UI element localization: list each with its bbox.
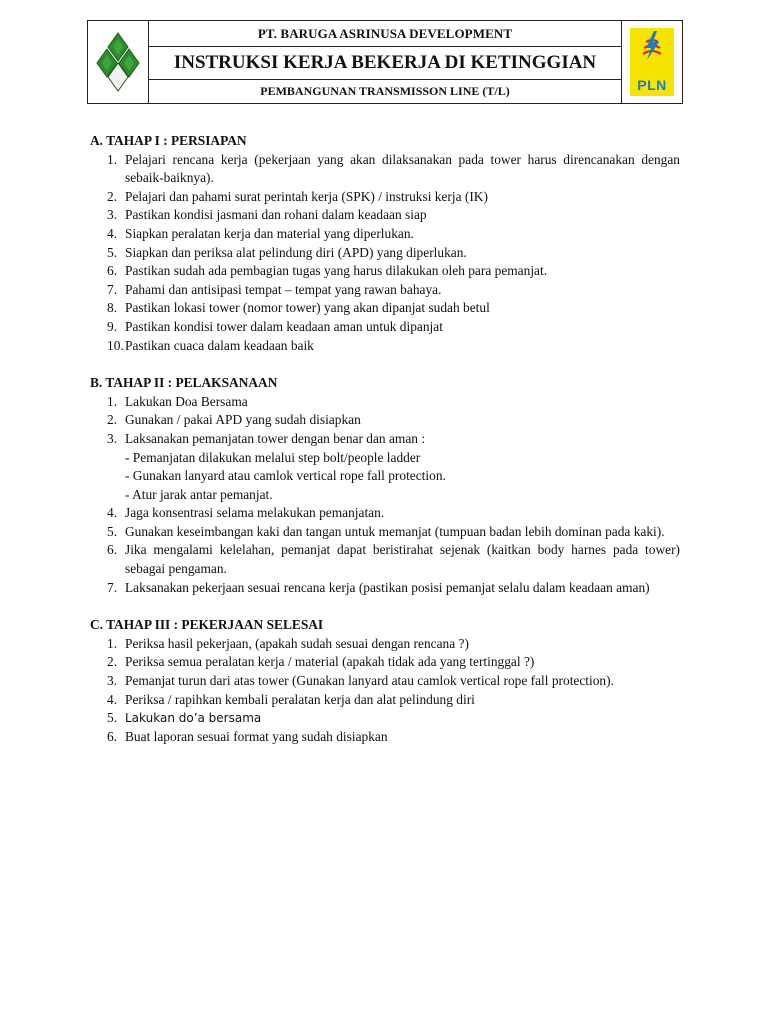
item-number: 3.	[107, 207, 118, 223]
list-item	[90, 691, 680, 710]
item-text: Pelajari rencana kerja (pekerjaan yang akan dilaksanakan pada tower harus direncanakan dengan sebaik-baiknya).	[125, 151, 680, 186]
item-number: 3.	[107, 430, 118, 446]
item-text: Periksa semua peralatan kerja / material (apakah tidak ada yang tertinggal ?)	[125, 654, 535, 670]
list-item	[90, 151, 680, 188]
item-text: Pastikan kondisi jasmani dan rohani dalam keadaan siap	[125, 207, 427, 223]
item-text: Siapkan dan periksa alat pelindung diri (APD) yang diperlukan.	[125, 244, 467, 260]
section-pelaksanaan	[90, 374, 680, 597]
list-item	[90, 188, 680, 207]
list-item	[90, 262, 680, 281]
sub-item: - Gunakan lanyard atau camlok vertical rope fall protection.	[125, 468, 446, 484]
item-text: Pastikan lokasi tower (nomor tower) yang akan dipanjat sudah betul	[125, 300, 490, 316]
list-item	[90, 281, 680, 300]
item-number: 5.	[107, 523, 118, 539]
item-text: Jaga konsentrasi selama melakukan pemanjatan.	[125, 505, 385, 521]
item-text: Jika mengalami kelelahan, pemanjat dapat beristirahat sejenak (kaitkan body harnes pada tower) sebagai pengaman.	[125, 542, 680, 577]
item-text: Pelajari dan pahami surat perintah kerja (SPK) / instruksi kerja (IK)	[125, 188, 488, 204]
list-item	[90, 299, 680, 318]
item-number: 6.	[107, 263, 118, 279]
list-item	[90, 225, 680, 244]
step-list	[90, 151, 680, 356]
section-title: C. TAHAP III : PEKERJAAN SELESAI	[90, 617, 324, 633]
item-text: Lakukan do’a bersama	[125, 711, 262, 726]
list-item	[90, 318, 680, 337]
item-text: Laksanakan pemanjatan tower dengan benar dan aman :	[125, 430, 426, 446]
item-text: Gunakan keseimbangan kaki dan tangan untuk memanjat (tumpuan badan lebih dominan pada kaki).	[125, 523, 665, 539]
sub-item: - Pemanjatan dilakukan melalui step bolt/people ladder	[125, 449, 421, 465]
item-number: 6.	[107, 728, 118, 744]
pln-logo-icon	[630, 28, 674, 96]
item-number: 8.	[107, 300, 118, 316]
item-text: Pastikan kondisi tower dalam keadaan aman untuk dipanjat	[125, 318, 443, 334]
item-number: 4.	[107, 691, 118, 707]
list-item	[90, 635, 680, 654]
item-text: Periksa hasil pekerjaan, (apakah sudah sesuai dengan rencana ?)	[125, 635, 469, 651]
baruga-diamond-logo-icon	[93, 31, 143, 93]
item-number: 1.	[107, 635, 118, 651]
item-number: 2.	[107, 412, 118, 428]
list-item	[90, 430, 680, 504]
document-title: INSTRUKSI KERJA BEKERJA DI KETINGGIAN	[149, 46, 621, 80]
sub-item: - Atur jarak antar pemanjat.	[125, 486, 273, 502]
item-number: 6.	[107, 542, 118, 558]
company-logo-cell	[88, 21, 149, 103]
item-text: Siapkan peralatan kerja dan material yang diperlukan.	[125, 225, 414, 241]
section-pekerjaan-selesai	[90, 616, 680, 746]
item-text: Buat laporan sesuai format yang sudah disiapkan	[125, 728, 388, 744]
list-item	[90, 709, 680, 728]
list-item	[90, 244, 680, 263]
item-text: Gunakan / pakai APD yang sudah disiapkan	[125, 412, 361, 428]
item-text: Pastikan cuaca dalam keadaan baik	[125, 337, 314, 353]
item-number: 1.	[107, 393, 118, 409]
list-item	[90, 206, 680, 225]
section-title: A. TAHAP I : PERSIAPAN	[90, 133, 247, 148]
document-header	[87, 20, 683, 104]
item-text: Pahami dan antisipasi tempat – tempat yang rawan bahaya.	[125, 281, 442, 297]
list-item	[90, 541, 680, 578]
company-name: PT. BARUGA ASRINUSA DEVELOPMENT	[149, 21, 621, 47]
list-item	[90, 337, 680, 356]
item-number: 9.	[107, 318, 118, 334]
instruction-content	[90, 132, 680, 765]
item-text: Pemanjat turun dari atas tower (Gunakan lanyard atau camlok vertical rope fall protection).	[125, 673, 614, 689]
item-number: 10.	[107, 337, 124, 353]
item-number: 7.	[107, 579, 118, 595]
item-text: Lakukan Doa Bersama	[125, 393, 248, 409]
item-number: 4.	[107, 505, 118, 521]
item-number: 2.	[107, 654, 118, 670]
list-item	[90, 672, 680, 691]
list-item	[90, 411, 680, 430]
item-number: 3.	[107, 673, 118, 689]
lightning-icon	[634, 28, 670, 72]
list-item	[90, 523, 680, 542]
item-number: 1.	[107, 151, 118, 167]
item-number: 5.	[107, 710, 118, 726]
list-item	[90, 504, 680, 523]
item-text: Periksa / rapihkan kembali peralatan kerja dan alat pelindung diri	[125, 691, 475, 707]
step-list	[90, 393, 680, 598]
list-item	[90, 393, 680, 412]
section-title: B. TAHAP II : PELAKSANAAN	[90, 375, 278, 391]
header-title-block	[149, 21, 621, 103]
step-list	[90, 635, 680, 747]
item-number: 2.	[107, 188, 118, 204]
item-number: 7.	[107, 281, 118, 297]
section-persiapan	[90, 132, 680, 355]
list-item	[90, 728, 680, 747]
item-number: 5.	[107, 244, 118, 260]
item-text: Laksanakan pekerjaan sesuai rencana kerja (pastikan posisi pemanjat selalu dalam keadaan aman)	[125, 579, 650, 595]
item-number: 4.	[107, 225, 118, 241]
item-text: Pastikan sudah ada pembagian tugas yang harus dilakukan oleh para pemanjat.	[125, 263, 548, 279]
list-item	[90, 579, 680, 598]
list-item	[90, 653, 680, 672]
pln-logo-text: PLN	[637, 77, 667, 93]
pln-logo-cell	[621, 21, 682, 103]
project-subtitle: PEMBANGUNAN TRANSMISSON LINE (T/L)	[260, 83, 510, 98]
